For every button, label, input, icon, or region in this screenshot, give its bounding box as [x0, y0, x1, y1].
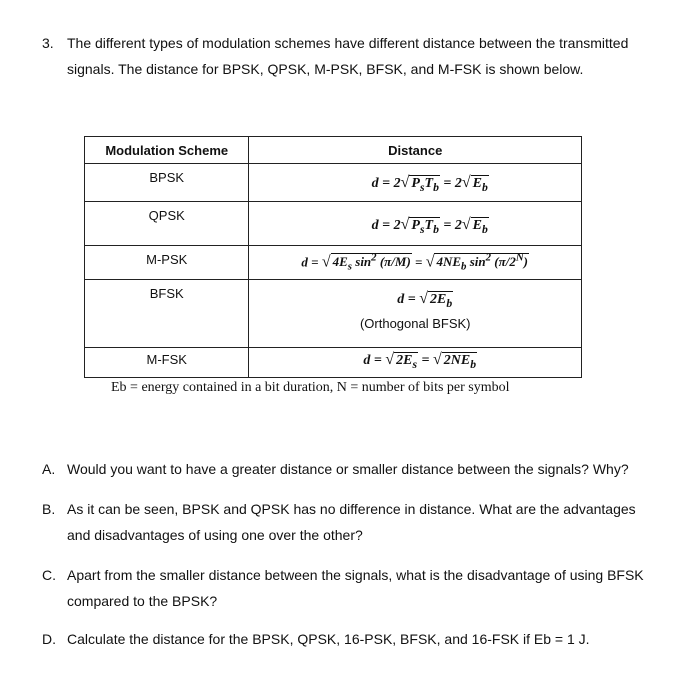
table-row: [85, 280, 582, 348]
scheme-qpsk: QPSK: [148, 208, 185, 223]
part-b-line1: As it can be seen, BPSK and QPSK has no difference in distance. What are the advantages: [67, 501, 636, 517]
header-modulation-scheme: Modulation Scheme: [85, 137, 249, 164]
header-distance: Distance: [249, 137, 582, 164]
part-d-label: D.: [42, 631, 56, 647]
table-legend: Eb = energy contained in a bit duration, N = number of bits per symbol: [111, 380, 510, 395]
formula-mpsk: d = √ $4E_s$ $\sin^2 (\pi/M)$ = √ $4NE_b$ $\sin^2 (\pi/2^N)$: [301, 252, 529, 273]
question-intro-line2: signals. The distance for BPSK, QPSK, M-PSK, BFSK, and M-FSK is shown below.: [67, 61, 584, 77]
table-row: [85, 348, 582, 378]
table-header-row: [85, 137, 582, 164]
scheme-mpsk: M-PSK: [146, 252, 188, 267]
formula-qpsk: d = 2√ $P_sT_b = 2√$ $E_b$: [371, 216, 488, 236]
part-a-line1: Would you want to have a greater distance or smaller distance between the signals? Why?: [67, 461, 629, 477]
bfsk-note: (Orthogonal BFSK): [359, 315, 471, 331]
part-b-text: [67, 496, 677, 548]
table-row: [85, 246, 582, 280]
table-row: [85, 164, 582, 202]
formula-bfsk: d = √ $2E_b$: [397, 290, 453, 310]
scheme-bfsk: BFSK: [149, 286, 184, 301]
formula-mfsk: d = √ $2E_s$ = √ $2NE_b$: [363, 351, 477, 371]
part-d-line1: Calculate the distance for the BPSK, QPSK, 16-PSK, BFSK, and 16-FSK if Eb = 1 J.: [67, 631, 590, 647]
question-number: 3.: [42, 35, 54, 51]
part-a-text: [67, 456, 677, 482]
part-c-line1: Apart from the smaller distance between the signals, what is the disadvantage of using BFSK: [67, 567, 644, 583]
part-c-line2: compared to the BPSK?: [67, 593, 218, 609]
formula-bpsk: d = 2√ $P_sT_b = 2√$ $E_b$: [371, 174, 488, 194]
part-c-text: [67, 562, 677, 614]
scheme-mfsk: M-FSK: [146, 352, 187, 367]
table-row: [85, 202, 582, 246]
question-intro-line1: The different types of modulation schemes have different distance between the transmitted: [67, 35, 629, 51]
part-a-label: A.: [42, 461, 56, 477]
scheme-bpsk: BPSK: [149, 170, 185, 185]
part-b-line2: and disadvantages of using one over the other?: [67, 527, 363, 543]
part-c-label: C.: [42, 567, 56, 583]
part-d-text: [67, 626, 677, 652]
part-b-label: B.: [42, 501, 56, 517]
question-intro: [67, 30, 667, 82]
modulation-table: [84, 136, 582, 378]
